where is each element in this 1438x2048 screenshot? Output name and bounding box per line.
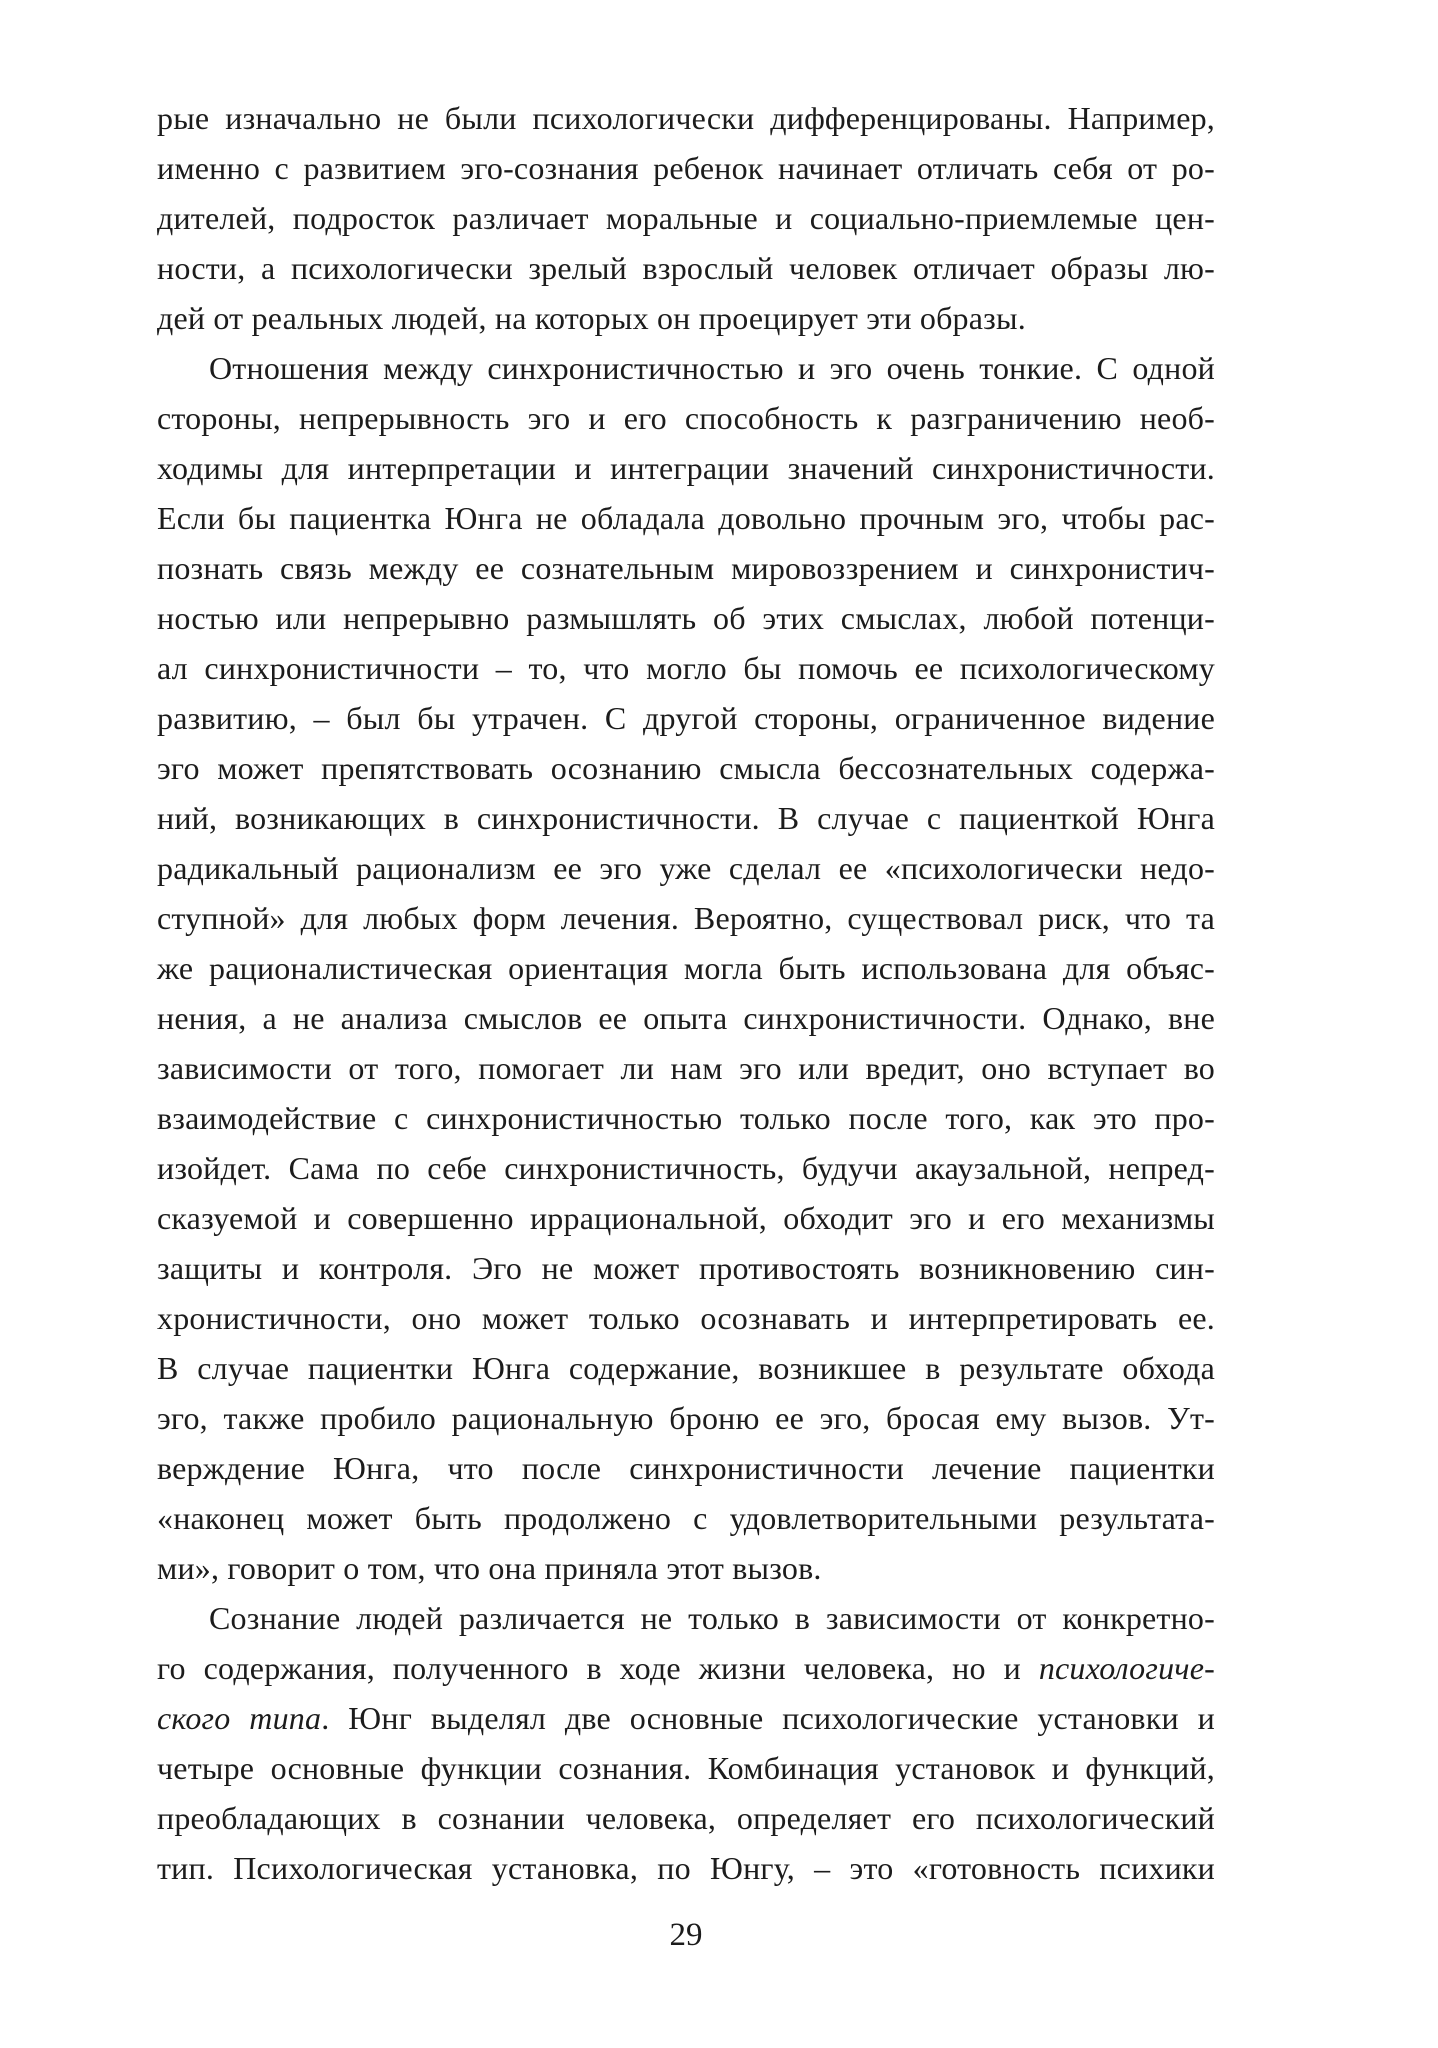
text-line: нения, а не анализа смыслов ее опыта синхронистичности. Однако, вне xyxy=(157,1000,1215,1036)
text-line: дей от реальных людей, на которых он проецирует эти образы. xyxy=(157,300,1026,336)
text-segment: . Юнг выделял две основные психологические установки и xyxy=(321,1700,1216,1736)
text-line: ностью или непрерывно размышлять об этих смыслах, любой потенци- xyxy=(157,600,1215,636)
text-line: Сознание людей различается не только в зависимости от конкретно- xyxy=(209,1600,1215,1636)
text-line: хронистичности, оно может только осознавать и интерпретировать ее. xyxy=(157,1300,1215,1336)
text-line: эго, также пробило рациональную броню ее эго, бросая ему вызов. Ут- xyxy=(157,1400,1215,1436)
text-line: В случае пациентки Юнга содержание, возникшее в результате обхода xyxy=(157,1350,1215,1386)
text-line xyxy=(157,1693,1215,1743)
page-text xyxy=(157,93,1215,1893)
text-line: дителей, подросток различает моральные и социально-приемлемые цен- xyxy=(157,200,1215,236)
page-number: 29 xyxy=(669,1917,703,1953)
text-line: развитию, – был бы утрачен. С другой стороны, ограниченное видение xyxy=(157,700,1215,736)
text-line xyxy=(157,1643,1215,1693)
text-line: взаимодействие с синхронистичностью только после того, как это про- xyxy=(157,1100,1215,1136)
text-line: ности, а психологически зрелый взрослый человек отличает образы лю- xyxy=(157,250,1215,286)
text-line: ний, возникающих в синхронистичности. В случае с пациенткой Юнга xyxy=(157,800,1215,836)
text-segment-italic: психологиче- xyxy=(1038,1650,1215,1686)
text-line: Отношения между синхронистичностью и эго очень тонкие. С одной xyxy=(209,350,1215,386)
text-line: «наконец может быть продолжено с удовлетворительными результата- xyxy=(157,1500,1215,1536)
text-line: ходимы для интерпретации и интеграции значений синхронистичности. xyxy=(157,450,1215,486)
text-line: четыре основные функции сознания. Комбинация установок и функций, xyxy=(157,1750,1215,1786)
text-line: стороны, непрерывность эго и его способность к разграничению необ- xyxy=(157,400,1215,436)
text-line: тип. Психологическая установка, по Юнгу, – это «готовность психики xyxy=(157,1850,1215,1886)
text-line: ми», говорит о том, что она приняла этот вызов. xyxy=(157,1550,822,1586)
text-line: зависимости от того, помогает ли нам эго или вредит, оно вступает во xyxy=(157,1050,1215,1086)
text-line: эго может препятствовать осознанию смысла бессознательных содержа- xyxy=(157,750,1215,786)
text-line: Если бы пациентка Юнга не обладала довольно прочным эго, чтобы рас- xyxy=(157,500,1215,536)
text-line: сказуемой и совершенно иррациональной, обходит эго и его механизмы xyxy=(157,1200,1215,1236)
text-line: познать связь между ее сознательным мировоззрением и синхронистич- xyxy=(157,550,1215,586)
text-line: ступной» для любых форм лечения. Вероятно, существовал риск, что та xyxy=(157,900,1215,936)
text-line: рые изначально не были психологически дифференцированы. Например, xyxy=(157,100,1215,136)
text-segment-italic: ского типа xyxy=(157,1700,322,1736)
text-line: верждение Юнга, что после синхронистичности лечение пациентки xyxy=(157,1450,1215,1486)
text-line: радикальный рационализм ее эго уже сделал ее «психологически недо- xyxy=(157,850,1215,886)
text-line: ал синхронистичности – то, что могло бы помочь ее психологическому xyxy=(157,650,1215,686)
text-line: защиты и контроля. Эго не может противостоять возникновению син- xyxy=(157,1250,1215,1286)
text-line: именно с развитием эго-сознания ребенок начинает отличать себя от ро- xyxy=(157,150,1215,186)
text-line: преобладающих в сознании человека, определяет его психологический xyxy=(157,1800,1215,1836)
text-line: же рационалистическая ориентация могла быть использована для объяс- xyxy=(157,950,1215,986)
text-line: изойдет. Сама по себе синхронистичность, будучи акаузальной, непред- xyxy=(157,1150,1215,1186)
text-segment: го содержания, полученного в ходе жизни человека, но и xyxy=(157,1650,1039,1686)
